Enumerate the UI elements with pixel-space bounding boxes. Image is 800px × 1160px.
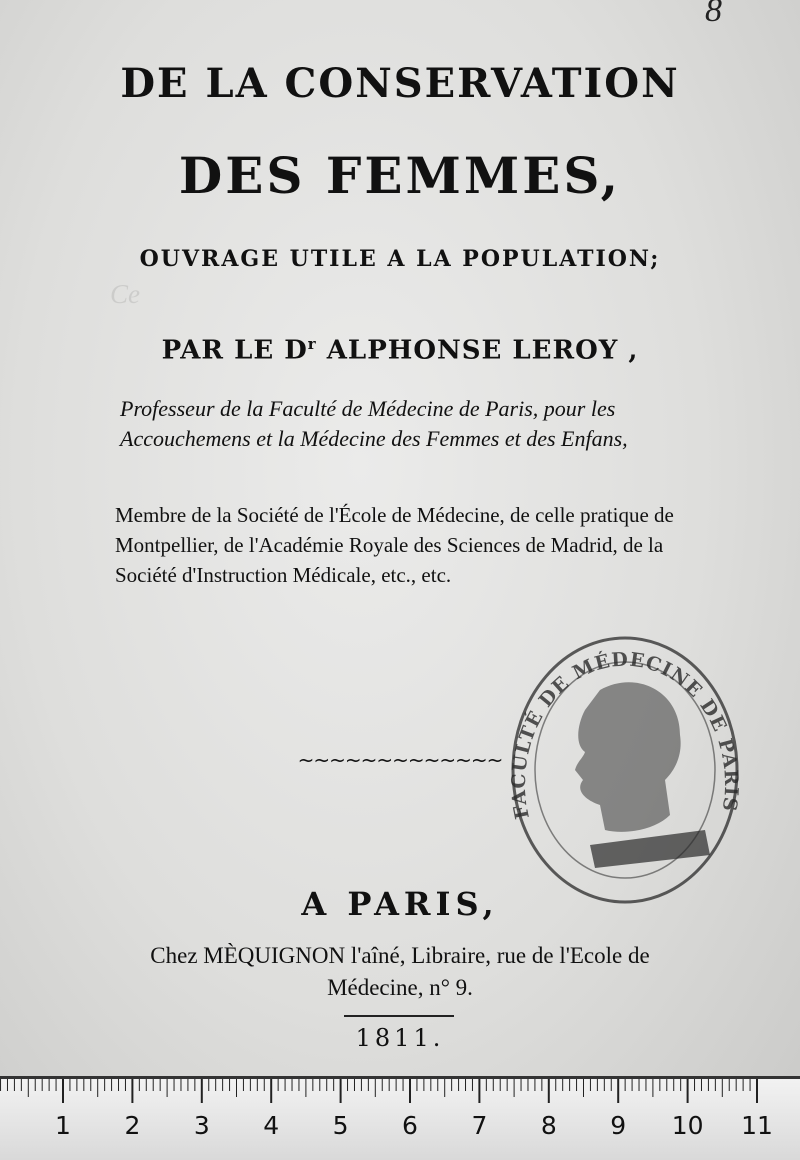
- subtitle: OUVRAGE UTILE A LA POPULATION;: [139, 246, 661, 272]
- author-prefix: PAR LE D: [161, 335, 308, 366]
- ruler-number: 6: [402, 1111, 418, 1140]
- imprint-year: 1811.: [355, 1024, 445, 1052]
- member-affiliation: Membre de la Société de l'École de Médecine, de celle pratique de Montpellier, de l'Académie Royale des Sciences de Madrid, de la Société d'Instruction Médicale, etc., etc.: [115, 503, 674, 587]
- ruler-number: 11: [741, 1111, 773, 1140]
- title-line-2: DES FEMMES,: [178, 146, 622, 205]
- measuring-ruler: [0, 1076, 800, 1160]
- ruler-number: 1: [55, 1111, 71, 1140]
- author-prefix-sup: r: [307, 335, 317, 353]
- ruler-number: 9: [610, 1111, 627, 1140]
- title-line-1: DE LA CONSERVATION: [120, 60, 680, 107]
- ruler-number: 5: [332, 1111, 349, 1140]
- library-stamp: [505, 630, 745, 910]
- publisher-line-1: Chez MÈQUIGNON l'aîné, Libraire, rue de l'Ecole de: [150, 943, 650, 968]
- imprint-city: A PARIS,: [301, 885, 499, 923]
- folio-number: 8: [705, 0, 722, 29]
- ruler-number: 10: [671, 1111, 704, 1140]
- imprint-rule: [344, 1015, 454, 1017]
- bleed-through-text: Ce: [110, 279, 140, 309]
- stamp-text: FACULTÉ DE MÉDECINE DE PARIS: [507, 648, 743, 821]
- author-name: ALPHONSE LEROY ,: [316, 335, 639, 366]
- ruler-number: 2: [124, 1111, 141, 1140]
- ruler-number: 7: [471, 1111, 488, 1140]
- author-line: [0, 335, 800, 366]
- ruler-number: 8: [540, 1111, 557, 1140]
- professor-affiliation: Professeur de la Faculté de Médecine de Paris, pour les Accouchemens et la Médecine des Femmes et des Enfans,: [120, 396, 628, 451]
- publisher-line-2: Médecine, n° 9.: [327, 975, 473, 1000]
- ornament-divider: ~~~~~~~~~~~~~: [297, 748, 503, 772]
- ruler-number: 3: [193, 1111, 210, 1140]
- imprint-publisher: [0, 940, 800, 1004]
- ruler-number: 4: [263, 1111, 280, 1140]
